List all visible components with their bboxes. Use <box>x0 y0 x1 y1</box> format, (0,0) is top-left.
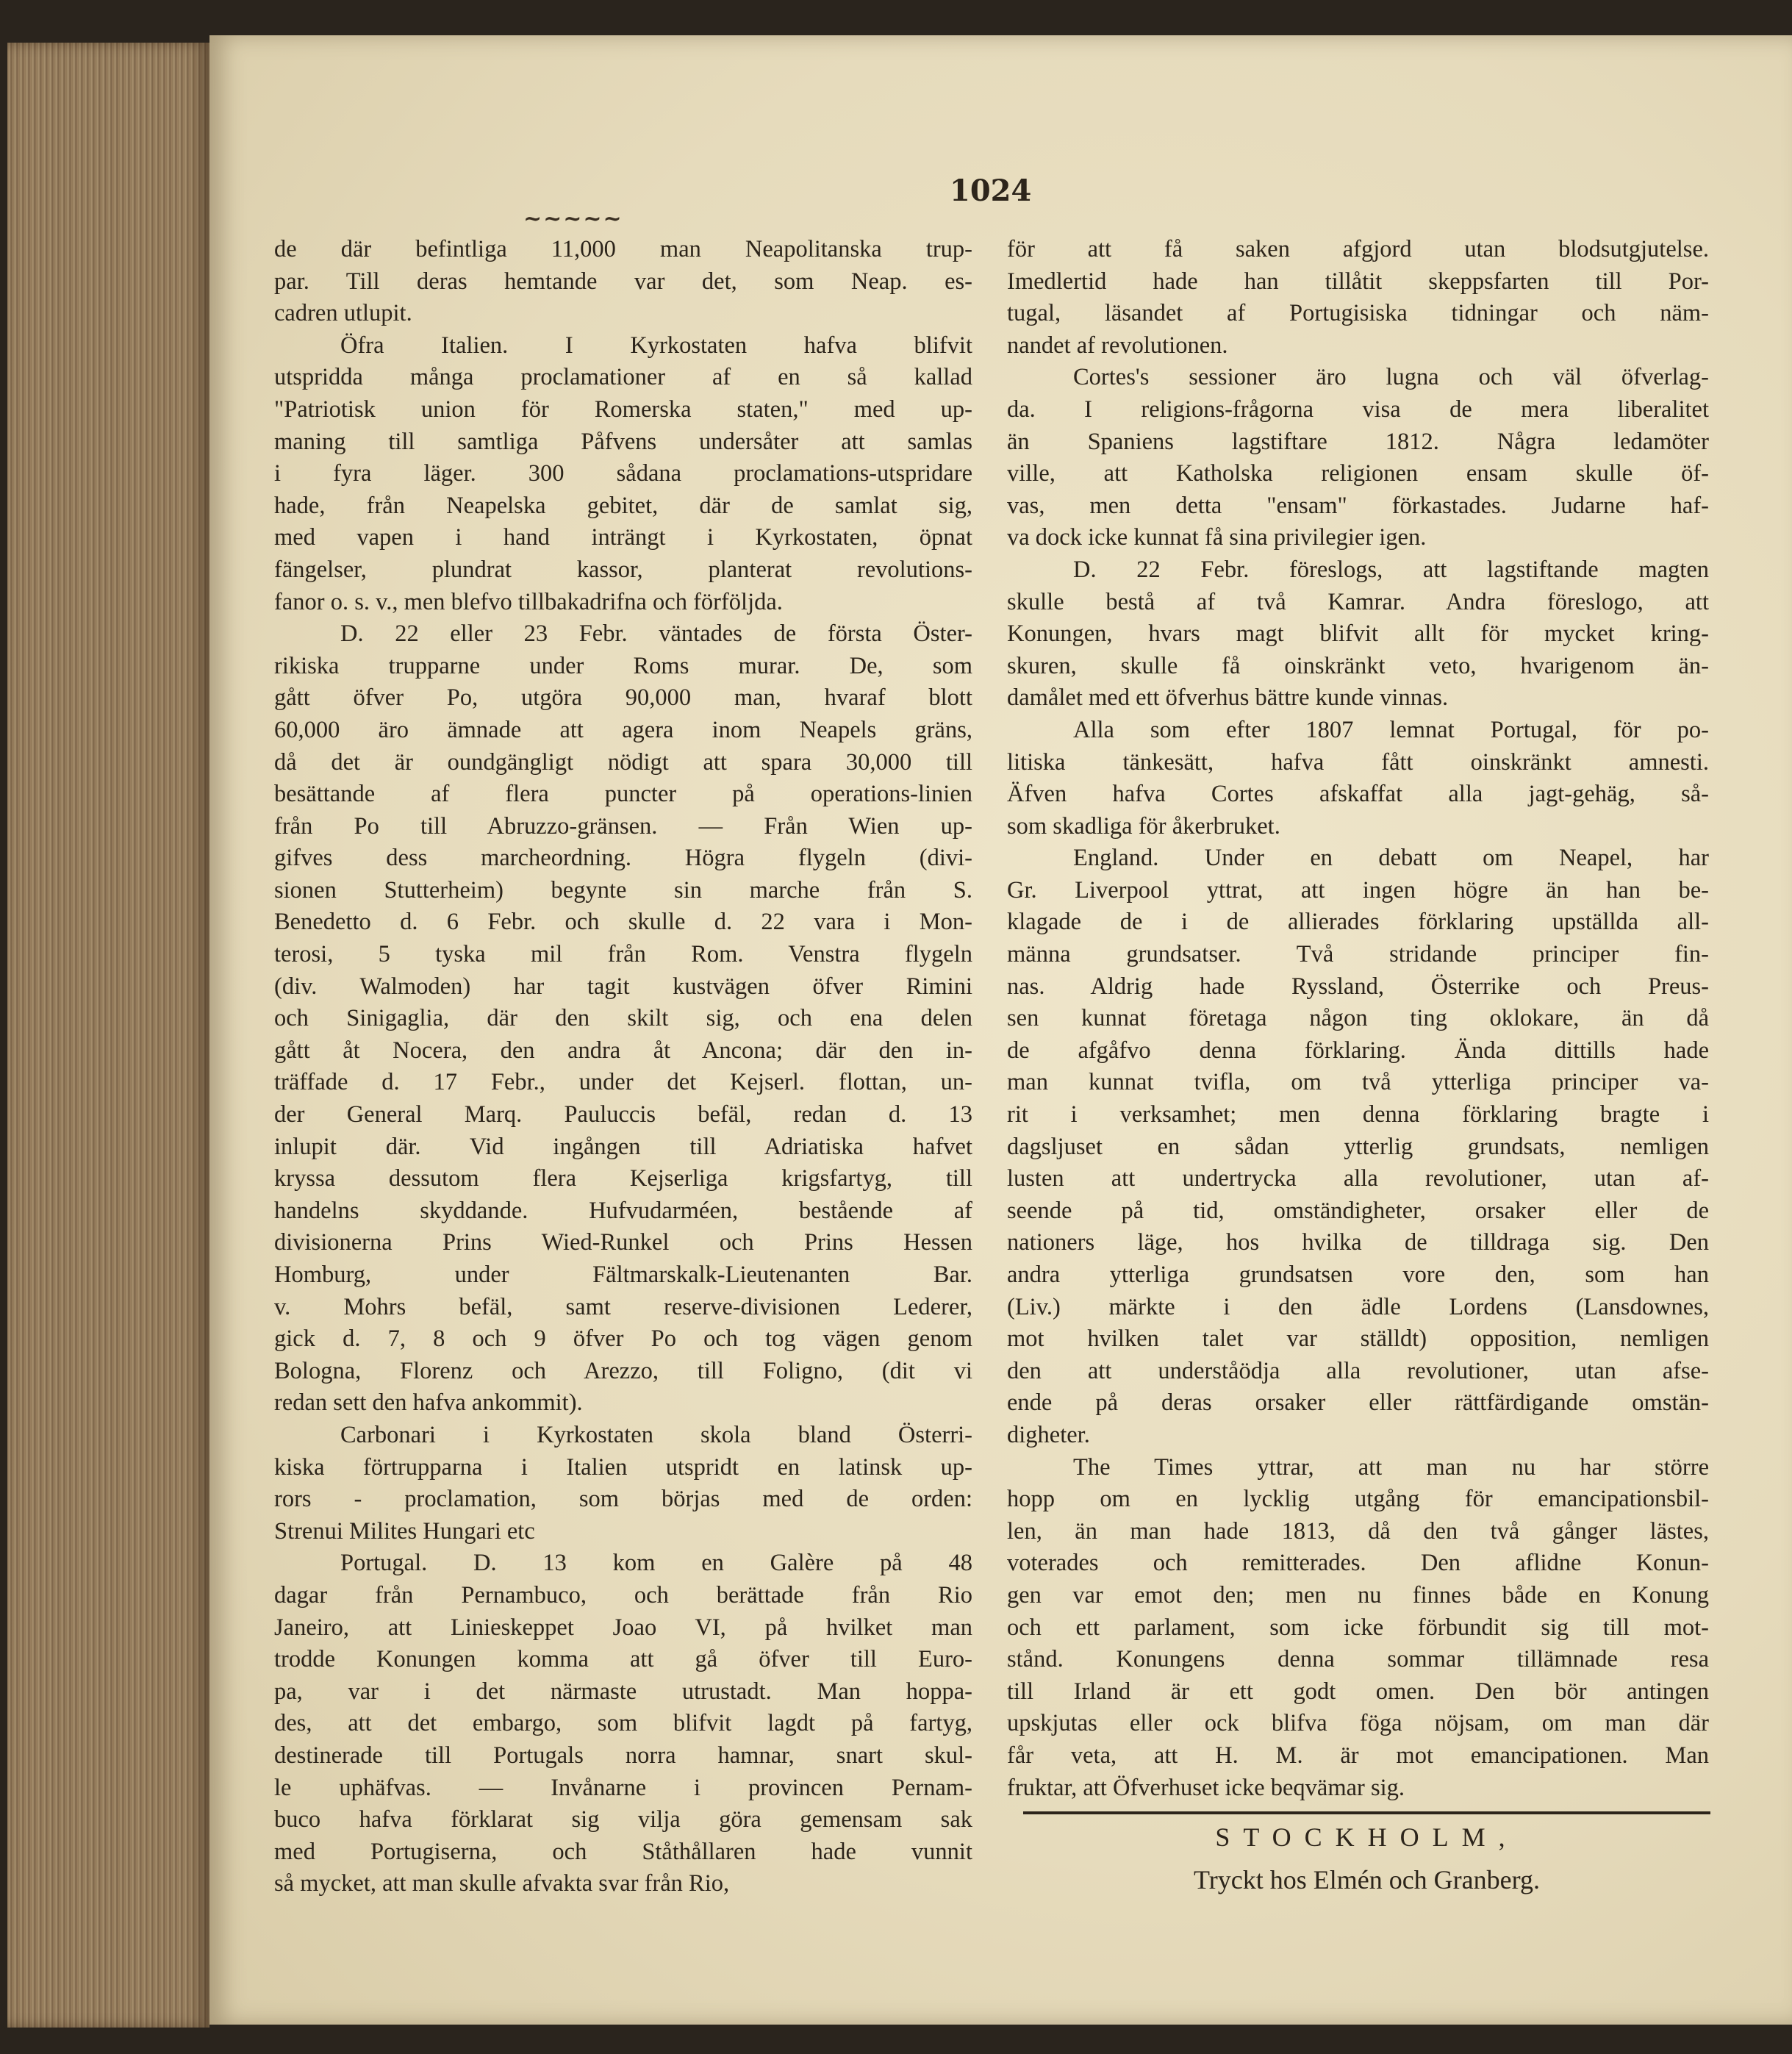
text-line: digheter. <box>1007 1421 1090 1448</box>
text-line: par. Till deras hemtande var det, som Neap. es- <box>274 268 972 295</box>
text-line: Strenui Milites Hungari etc <box>274 1517 535 1545</box>
text-line: gifves dess marcheordning. Högra flygeln (divi- <box>274 845 972 872</box>
text-line: Carbonari i Kyrkostaten skola bland Österri- <box>340 1421 972 1448</box>
text-line: D. 22 Febr. föreslogs, att lagstiftande magten <box>1073 556 1709 583</box>
text-line: de där befintliga 11,000 man Neapolitanska trup- <box>274 236 972 262</box>
text-line: och Sinigaglia, där den skilt sig, och ena delen <box>274 1005 972 1032</box>
text-line: des, att det embargo, som blifvit lagdt på fartyg, <box>274 1710 972 1737</box>
text-line: der General Marq. Pauluccis befäl, redan d. 13 <box>274 1101 972 1128</box>
text-line: den att underståödja alla revolutioner, utan afse- <box>1007 1357 1709 1384</box>
text-line: rors - proclamation, som börjas med de orden: <box>274 1486 972 1513</box>
text-line: maning till samtliga Påfvens undersåter att samlas <box>274 428 972 455</box>
text-line: Öfra Italien. I Kyrkostaten hafva blifvit <box>340 332 972 359</box>
text-line: skulle bestå af två Kamrar. Andra föreslogo, att <box>1007 588 1709 615</box>
text-line: utspridda många proclamationer af en så kallad <box>274 364 972 391</box>
text-line: redan sett den hafva ankommit). <box>274 1389 583 1417</box>
text-line: nas. Aldrig hade Ryssland, Österrike och Preus- <box>1007 973 1709 1000</box>
text-line: destinerade till Portugals norra hamnar, snart skul- <box>274 1742 972 1769</box>
text-line: len, än man hade 1813, då den två gånger lästes, <box>1007 1517 1709 1545</box>
text-line: buco hafva förklarat sig vilja göra gemensam sak <box>274 1806 972 1833</box>
text-line: gick d. 7, 8 och 9 öfver Po och tog vägen genom <box>274 1325 972 1353</box>
text-line: v. Mohrs befäl, samt reserve-divisionen Lederer, <box>274 1293 972 1320</box>
text-line: mot hvilken talet var ställdt) opposition, nemligen <box>1007 1325 1709 1353</box>
text-line: da. I religions-frågorna visa de mera liberalitet <box>1007 396 1709 423</box>
page-number: 1024 <box>950 173 1032 208</box>
text-line: Janeiro, att Linieskeppet Joao VI, på hvilket man <box>274 1614 972 1641</box>
right-column <box>1007 234 1709 1804</box>
text-line: för att få saken afgjord utan blodsutgjutelse. <box>1007 236 1709 262</box>
text-line: och ett parlament, som icke förbundit sig till mot- <box>1007 1614 1709 1641</box>
text-line: som skadliga för åkerbruket. <box>1007 812 1280 840</box>
text-line: träffade d. 17 Febr., under det Kejserl. flottan, un- <box>274 1069 972 1096</box>
text-line: Homburg, under Fältmarskalk-Lieutenanten Bar. <box>274 1262 972 1288</box>
text-line: Benedetto d. 6 Febr. och skulle d. 22 vara i Mon- <box>274 909 972 936</box>
text-line: med vapen i hand inträngt i Kyrkostaten, öpnat <box>274 524 972 551</box>
text-line: med Portugiserna, och Ståthållaren hade vunnit <box>274 1838 972 1865</box>
imprint-city: STOCKHOLM, <box>1215 1822 1519 1852</box>
header-ornament: ~~~~~ <box>523 206 623 232</box>
text-line: från Po till Abruzzo-gränsen. — Från Wien up- <box>274 812 972 840</box>
text-line: va dock icke kunnat få sina privilegier igen. <box>1007 524 1427 551</box>
text-line: D. 22 eller 23 Febr. väntades de första Öster- <box>340 620 972 648</box>
text-line: Bologna, Florenz och Arezzo, till Foligno, (dit vi <box>274 1357 972 1384</box>
text-line: männa grundsatser. Två stridande principer fin- <box>1007 941 1709 968</box>
text-line: kiska förtrupparna i Italien utspridt en latinsk up- <box>274 1453 972 1481</box>
text-line: litiska tänkesätt, hafva fått oinskränkt amnesti. <box>1007 748 1709 776</box>
text-line: gått öfver Po, utgöra 90,000 man, hvaraf blott <box>274 684 972 712</box>
text-line: man kunnat tvifla, om två ytterliga principer va- <box>1007 1069 1709 1096</box>
text-line: nationers läge, hos hvilka de tilldraga sig. Den <box>1007 1229 1709 1256</box>
text-line: England. Under en debatt om Neapel, har <box>1073 845 1709 872</box>
text-line: (div. Walmoden) har tagit kustvägen öfver Rimini <box>274 973 972 1000</box>
imprint-rule <box>1023 1811 1710 1814</box>
text-line: tugal, läsandet af Portugisiska tidningar och näm- <box>1007 300 1709 327</box>
text-line: Cortes's sessioner äro lugna och väl öfverlag- <box>1073 364 1709 391</box>
text-line: Imedlertid hade han tillåtit skeppsfarten till Por- <box>1007 268 1709 295</box>
text-line: ville, att Katholska religionen ensam skulle öf- <box>1007 460 1709 487</box>
text-line: rit i verksamhet; men denna förklaring bragte i <box>1007 1101 1709 1128</box>
text-line: Konungen, hvars magt blifvit allt för mycket kring- <box>1007 620 1709 648</box>
text-line: vas, men detta "ensam" förkastades. Judarne haf- <box>1007 492 1709 519</box>
text-line: Alla som efter 1807 lemnat Portugal, för po- <box>1073 716 1709 743</box>
text-line: dagsljuset en sådan ytterlig grundsats, nemligen <box>1007 1133 1709 1160</box>
text-line: får veta, att H. M. är mot emancipationen. Man <box>1007 1742 1709 1769</box>
text-line: dagar från Pernambuco, och berättade från Rio <box>274 1581 972 1609</box>
text-line: hade, från Neapelska gebitet, där de samlat sig, <box>274 492 972 519</box>
text-line: andra ytterliga grundsatsen vore den, som han <box>1007 1262 1709 1288</box>
text-line: hopp om en lycklig utgång för emancipationsbil- <box>1007 1486 1709 1513</box>
text-line: klagade de i de allierades förklaring upställda all- <box>1007 909 1709 936</box>
text-line: Äfven hafva Cortes afskaffat alla jagt-gehäg, så- <box>1007 781 1709 808</box>
left-column <box>274 234 972 1900</box>
text-line: The Times yttrar, att man nu har större <box>1073 1453 1709 1481</box>
text-line: trodde Konungen komma att gå öfver till Euro- <box>274 1646 972 1673</box>
book-page-edges <box>7 43 209 2028</box>
text-line: damålet med ett öfverhus bättre kunde vinnas. <box>1007 684 1449 712</box>
text-line: till Irland är ett godt omen. Den bör antingen <box>1007 1678 1709 1705</box>
imprint-printer: Tryckt hos Elmén och Granberg. <box>1194 1865 1540 1894</box>
text-line: så mycket, att man skulle afvakta svar från Rio, <box>274 1870 730 1897</box>
text-line: "Patriotisk union för Romerska staten," med up- <box>274 396 972 423</box>
text-line: de afgåfvo denna förklaring. Ända dittills hade <box>1007 1037 1709 1064</box>
text-line: le uphäfvas. — Invånarne i provincen Pernam- <box>274 1774 972 1801</box>
text-line: terosi, 5 tyska mil från Rom. Venstra flygeln <box>274 941 972 968</box>
text-line: seende på tid, omständigheter, orsaker eller de <box>1007 1197 1709 1224</box>
text-line: stånd. Konungens denna sommar tillämnade resa <box>1007 1646 1709 1673</box>
text-line: voterades och remitterades. Den aflidne Konun- <box>1007 1550 1709 1577</box>
text-line: nandet af revolutionen. <box>1007 332 1228 359</box>
text-line: då det är oundgängligt nödigt att spara 30,000 till <box>274 748 972 776</box>
text-line: sen kunnat företaga någon ting oklokare, än då <box>1007 1005 1709 1032</box>
text-line: fruktar, att Öfverhuset icke beqvämar sig. <box>1007 1774 1405 1801</box>
text-line: Portugal. D. 13 kom en Galère på 48 <box>340 1550 972 1577</box>
text-line: gen var emot den; men nu finnes både en Konung <box>1007 1581 1709 1609</box>
text-line: fanor o. s. v., men blefvo tillbakadrifna och förföljda. <box>274 588 783 615</box>
text-line: än Spaniens lagstiftare 1812. Några ledamöter <box>1007 428 1709 455</box>
text-line: fängelser, plundrat kassor, planterat revolutions- <box>274 556 972 583</box>
text-line: cadren utlupit. <box>274 300 412 327</box>
text-line: skuren, skulle få oinskränkt veto, hvarigenom än- <box>1007 652 1709 679</box>
text-line: handelns skyddande. Hufvudarméen, bestående af <box>274 1197 972 1224</box>
text-line: divisionerna Prins Wied-Runkel och Prins Hessen <box>274 1229 972 1256</box>
text-line: rikiska trupparne under Roms murar. De, som <box>274 652 972 679</box>
text-line: Gr. Liverpool yttrat, att ingen högre än han be- <box>1007 876 1709 903</box>
text-line: pa, var i det närmaste utrustadt. Man hoppa- <box>274 1678 972 1705</box>
text-line: upskjutas eller ock blifva föga nöjsam, om man där <box>1007 1710 1709 1737</box>
text-line: besättande af flera puncter på operations-linien <box>274 781 972 808</box>
text-line: 60,000 äro ämnade att agera inom Neapels gräns, <box>274 716 972 743</box>
text-line: kryssa dessutom flera Kejserliga krigsfartyg, till <box>274 1165 972 1192</box>
text-line: sionen Stutterheim) begynte sin marche från S. <box>274 876 972 903</box>
text-line: i fyra läger. 300 sådana proclamations-utspridare <box>274 460 972 487</box>
text-line: inlupit där. Vid ingången till Adriatiska hafvet <box>274 1133 972 1160</box>
text-line: lusten att undertrycka alla revolutioner, utan af- <box>1007 1165 1709 1192</box>
text-line: ende på deras orsaker eller rättfärdigande omstän- <box>1007 1389 1709 1417</box>
text-line: (Liv.) märkte i den ädle Lordens (Lansdownes, <box>1007 1293 1709 1320</box>
text-line: gått åt Nocera, den andra åt Ancona; där den in- <box>274 1037 972 1064</box>
